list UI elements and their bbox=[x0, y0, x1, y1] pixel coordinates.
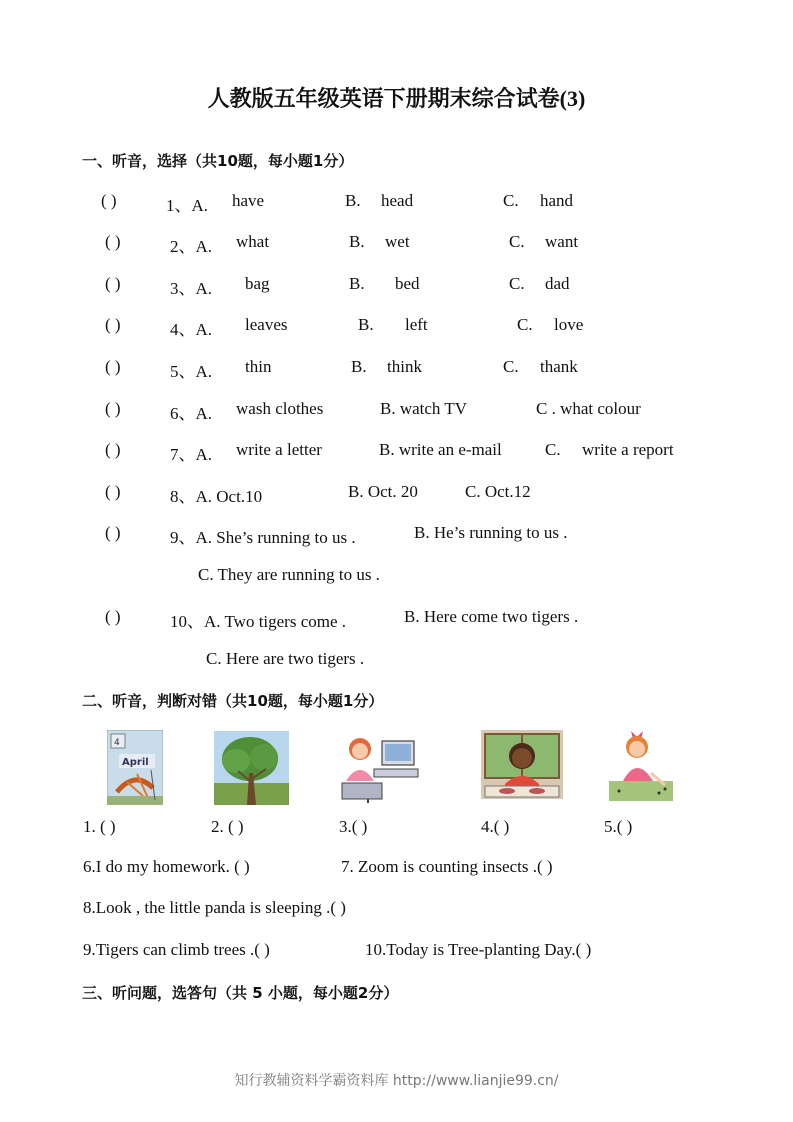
question-number: 5、A. bbox=[170, 362, 213, 381]
svg-text:4: 4 bbox=[114, 738, 120, 748]
option-a: what bbox=[236, 232, 270, 251]
question-number: 4、A. bbox=[170, 320, 213, 339]
picture-answer-1[interactable]: 1. ( ) bbox=[83, 817, 116, 836]
option-b-label: B. bbox=[349, 232, 365, 251]
answer-bracket[interactable]: ( ) bbox=[105, 482, 121, 501]
picture-3-girl-computer bbox=[338, 733, 420, 803]
option-b-label: B. bbox=[351, 357, 367, 376]
picture-5-girl-counting bbox=[609, 725, 673, 801]
statement-8[interactable]: 8.Look , the little panda is sleeping .( ) bbox=[83, 898, 346, 917]
option-c: love bbox=[554, 315, 584, 334]
picture-4-boy-window bbox=[481, 730, 563, 799]
picture-answer-4[interactable]: 4.( ) bbox=[481, 817, 510, 836]
option-a: have bbox=[232, 191, 265, 210]
option-c: dad bbox=[545, 274, 570, 293]
statement-9[interactable]: 9.Tigers can climb trees .( ) bbox=[83, 940, 270, 959]
option-a: 8、A. Oct.10 bbox=[170, 487, 263, 506]
option-c-label: C. bbox=[517, 315, 533, 334]
option-b: B. write an e-mail bbox=[379, 440, 502, 459]
option-a: thin bbox=[245, 357, 272, 376]
option-b: bed bbox=[395, 274, 420, 293]
option-c: C . what colour bbox=[536, 399, 641, 418]
option-b: wet bbox=[385, 232, 410, 251]
footer-watermark: 知行教辅资料学霸资料库 http://www.lianjie99.cn/ bbox=[234, 1073, 559, 1089]
statement-7[interactable]: 7. Zoom is counting insects .( ) bbox=[341, 857, 553, 876]
answer-bracket[interactable]: ( ) bbox=[105, 274, 121, 293]
picture-2-tree bbox=[214, 731, 289, 805]
answer-bracket[interactable]: ( ) bbox=[105, 315, 121, 334]
question-number: 2、A. bbox=[170, 237, 213, 256]
option-c: want bbox=[545, 232, 579, 251]
picture-answer-5[interactable]: 5.( ) bbox=[604, 817, 633, 836]
option-c-label: C. bbox=[503, 191, 519, 210]
option-c: thank bbox=[540, 357, 578, 376]
picture-answer-3[interactable]: 3.( ) bbox=[339, 817, 368, 836]
option-b: B. Oct. 20 bbox=[348, 482, 418, 501]
answer-bracket[interactable]: ( ) bbox=[105, 399, 121, 418]
section-2-heading: 二、听音，判断对错（共10题，每小题1分） bbox=[82, 692, 384, 710]
answer-bracket[interactable]: ( ) bbox=[105, 440, 121, 459]
question-number: 7、A. bbox=[170, 445, 213, 464]
option-c: write a report bbox=[582, 440, 674, 459]
option-c: hand bbox=[540, 191, 574, 210]
picture-1-april-kite bbox=[107, 730, 163, 805]
option-b-label: B. bbox=[358, 315, 374, 334]
option-b: B. He’s running to us . bbox=[414, 523, 568, 542]
section-1-heading: 一、听音，选择（共10题，每小题1分） bbox=[82, 152, 354, 170]
option-c: C. Here are two tigers . bbox=[206, 649, 365, 668]
option-c-label: C. bbox=[509, 274, 525, 293]
option-a: 10、A. Two tigers come . bbox=[170, 612, 347, 631]
option-b: think bbox=[387, 357, 422, 376]
answer-bracket[interactable]: ( ) bbox=[105, 232, 121, 251]
option-a: wash clothes bbox=[236, 399, 324, 418]
option-a: bag bbox=[245, 274, 270, 293]
statement-6[interactable]: 6.I do my homework. ( ) bbox=[83, 857, 250, 876]
option-b-label: B. bbox=[345, 191, 361, 210]
option-a: 9、A. She’s running to us . bbox=[170, 528, 356, 547]
option-b: left bbox=[405, 315, 428, 334]
section-3-heading: 三、听问题，选答句（共 5 小题，每小题2分） bbox=[82, 984, 399, 1002]
question-number: 1、A. bbox=[166, 196, 209, 215]
option-b: head bbox=[381, 191, 414, 210]
option-a: write a letter bbox=[236, 440, 322, 459]
question-number: 6、A. bbox=[170, 404, 213, 423]
option-b: B. Here come two tigers . bbox=[404, 607, 579, 626]
option-c-label: C. bbox=[503, 357, 519, 376]
option-b-label: B. bbox=[349, 274, 365, 293]
question-number: 3、A. bbox=[170, 279, 213, 298]
option-c-label: C. bbox=[509, 232, 525, 251]
page-title: 人教版五年级英语下册期末综合试卷(3) bbox=[207, 86, 586, 111]
answer-bracket[interactable]: ( ) bbox=[105, 357, 121, 376]
answer-bracket[interactable]: ( ) bbox=[105, 523, 121, 542]
option-c: C. They are running to us . bbox=[198, 565, 380, 584]
answer-bracket[interactable]: ( ) bbox=[101, 191, 117, 210]
option-b: B. watch TV bbox=[380, 399, 468, 418]
statement-10[interactable]: 10.Today is Tree-planting Day.( ) bbox=[365, 940, 592, 959]
picture-text: April bbox=[122, 757, 149, 768]
picture-answer-2[interactable]: 2. ( ) bbox=[211, 817, 244, 836]
answer-bracket[interactable]: ( ) bbox=[105, 607, 121, 626]
option-a: leaves bbox=[245, 315, 288, 334]
option-c-label: C. bbox=[545, 440, 561, 459]
option-c: C. Oct.12 bbox=[465, 482, 531, 501]
